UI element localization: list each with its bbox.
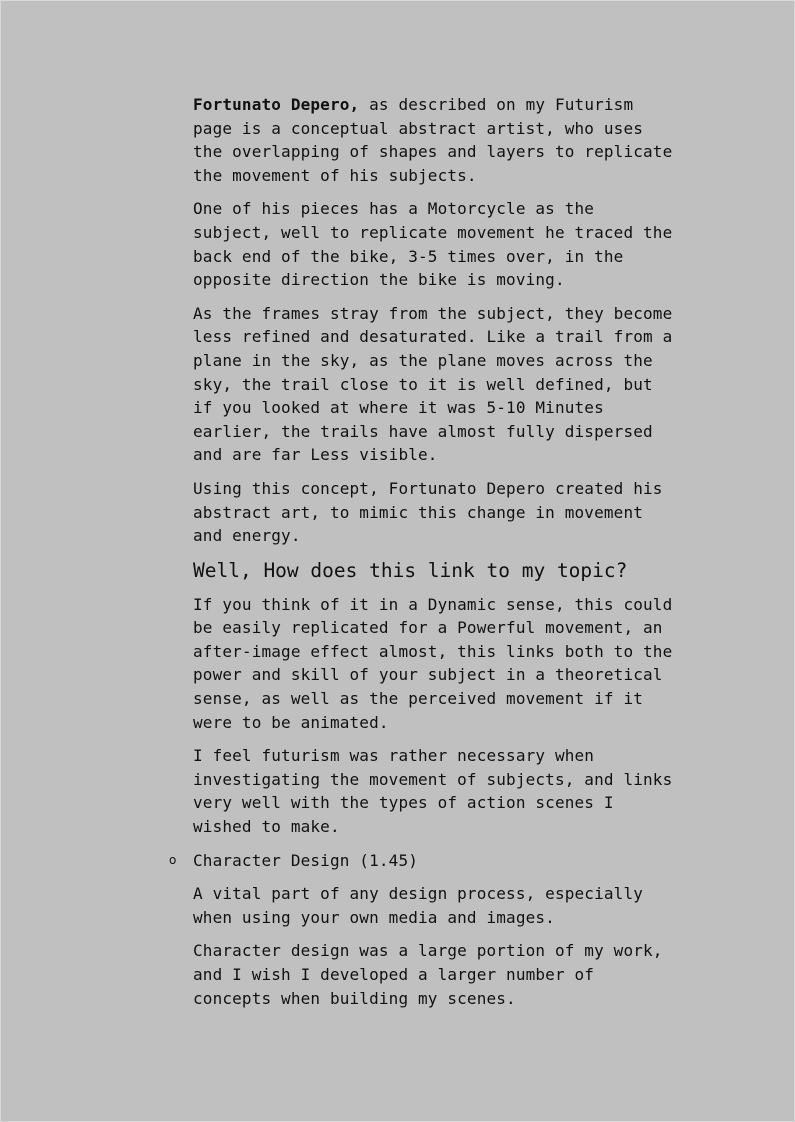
dynamic-paragraph: If you think of it in a Dynamic sense, this could be easily replicated for a Powerful movement, an after-image effect almost, this links both to the power and skill of your subject in a theoretical sense, as well as the perceived movement if it were to be animated.: [193, 594, 673, 732]
frames-paragraph: As the frames stray from the subject, they become less refined and desaturated. Like a trail from a plane in the sky, as the plane moves across the sky, the trail close to it is well defined, but if you looked at where it was 5-10 Minutes earlier, the trails have almost fully dispersed and are far Less visible.: [193, 303, 673, 465]
intro-text: as described on my Futurism page is a conceptual abstract artist, who uses the overlapping of shapes and layers to replicate the movement of his subjects.: [193, 95, 673, 185]
motorcycle-paragraph: One of his pieces has a Motorcycle as the subject, well to replicate movement he traced the back end of the bike, 3-5 times over, in the opposite direction the bike is moving.: [193, 199, 673, 290]
intro-paragraph: [193, 93, 733, 187]
section-heading: Well, How does this link to my topic?: [193, 558, 628, 582]
futurism-paragraph: I feel futurism was rather necessary when investigating the movement of subjects, and links very well with the types of action scenes I wished to make.: [193, 746, 673, 837]
concept-paragraph: Using this concept, Fortunato Depero created his abstract art, to mimic this change in movement and energy.: [193, 478, 663, 546]
character-paragraph: Character design was a large portion of my work, and I wish I developed a larger number of concepts when building my scenes.: [193, 941, 663, 1008]
bullet-label: Character Design (1.45): [193, 850, 419, 870]
document-body: [169, 93, 733, 1020]
artist-name: Fortunato Depero,: [193, 95, 360, 114]
hollow-bullet-icon: o: [169, 852, 177, 867]
bullet-list-item: [169, 849, 733, 873]
vital-paragraph: A vital part of any design process, especially when using your own media and images.: [193, 884, 644, 927]
